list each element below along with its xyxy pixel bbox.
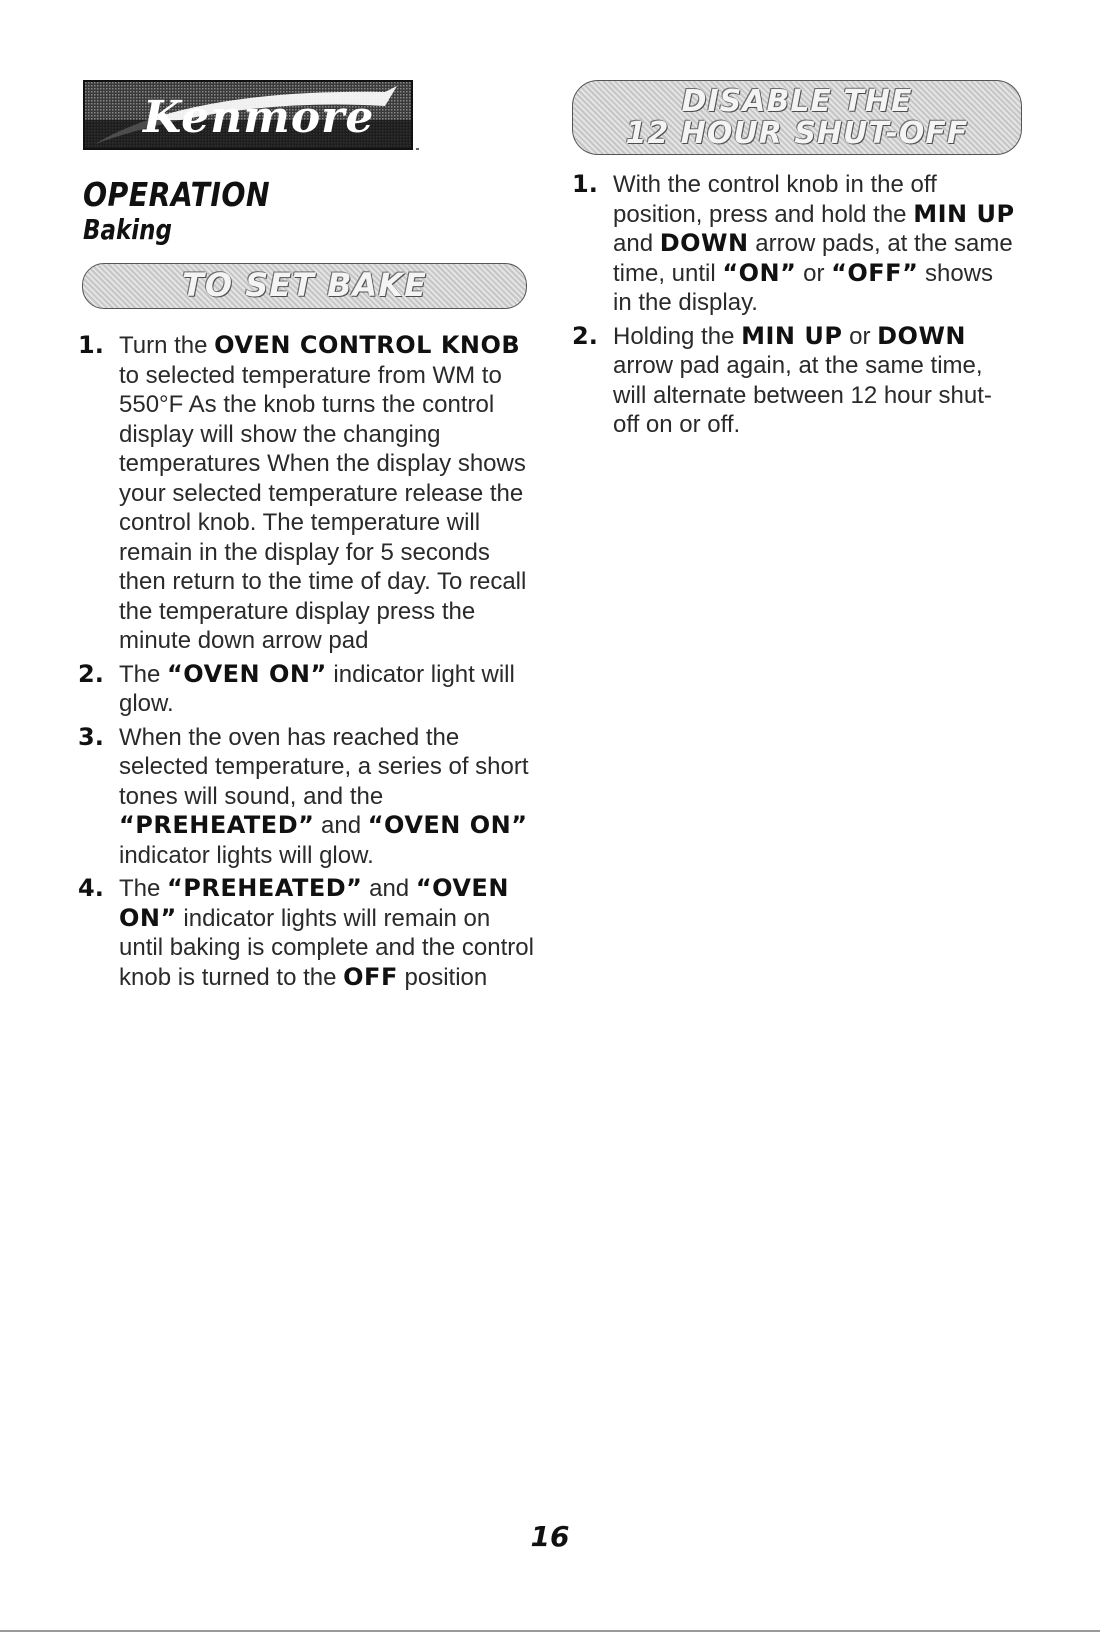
step-number: 1. [572,170,598,198]
step-emphasis: OVEN CONTROL KNOB [214,331,521,359]
banner-label: TO SET BAKE [182,266,427,305]
page-title: OPERATION [83,175,271,214]
step-item [78,874,538,992]
step-item [78,331,538,656]
bake-steps-list [78,331,538,996]
step-item [572,170,1017,318]
step-emphasis: “ON” [722,258,797,287]
step-text: With the control knob in the off position, press and hold the [613,171,937,228]
page-subtitle: Baking [83,213,172,246]
disable-shutoff-steps-list [572,170,1017,444]
step-item [78,723,538,871]
step-text: indicator lights will glow. [119,841,374,869]
step-text: The [119,660,168,688]
step-text: The [119,875,168,902]
step-emphasis: “OFF” [831,258,919,287]
step-number: 1. [78,331,104,359]
step-emphasis: “OVEN ON” [367,811,528,839]
step-emphasis: “PREHEATED” [119,811,315,839]
step-text: and [314,812,368,839]
step-text: or [796,259,832,287]
step-number: 2. [572,321,598,350]
step-text: indicator light will glow. [119,660,515,717]
step-text: position [397,963,488,991]
step-text: Holding the [613,322,742,350]
logo-trademark-dot [416,148,419,150]
step-number: 4. [78,874,104,902]
kenmore-logo [83,80,413,150]
step-text: indicator lights will remain on until baking is complete and the control knob is turned to the [119,904,534,991]
page-number: 16 [530,1520,570,1553]
banner-label-line1: DISABLE THE [681,84,913,119]
step-text: Turn the [119,332,215,359]
step-emphasis: MIN UP [741,321,843,350]
step-item [78,660,538,719]
step-text: or [842,322,878,350]
step-emphasis: “OVEN ON” [167,659,327,688]
step-number: 2. [78,659,104,688]
step-number: 3. [78,722,104,751]
step-emphasis: OFF [343,962,398,991]
step-text: arrow pad again, at the same time, will alternate between 12 hour shut-off on or off. [613,352,992,438]
step-text: When the oven has reached the selected temperature, a series of short tones will sound, and the [119,723,529,810]
step-emphasis: “PREHEATED” [167,874,363,902]
step-item [572,322,1017,440]
step-text: to selected temperature from WM to 550°F As the knob turns the control display will show the changing temperatures When the display shows your selected temperature release the control knob. The temperature will remain in the display for 5 seconds then return to the time of day. To recall the temperature display press the minute down arrow pad [119,361,527,654]
banner-label-line2: 12 HOUR SHUT-OFF [625,115,969,151]
step-text: and [613,230,660,257]
step-text: arrow pads, at the same time, until [613,230,1013,287]
logo-wordmark: Kenmore [143,92,375,143]
bottom-rule [0,1630,1100,1632]
disable-shutoff-banner [572,80,1022,155]
step-text: and [362,875,416,902]
step-emphasis: DOWN [659,229,749,257]
step-emphasis: DOWN [877,321,967,350]
step-emphasis: MIN UP [913,199,1015,228]
step-emphasis: “OVEN ON” [119,874,509,932]
step-text: shows in the display. [613,259,994,316]
to-set-bake-banner [82,263,527,309]
